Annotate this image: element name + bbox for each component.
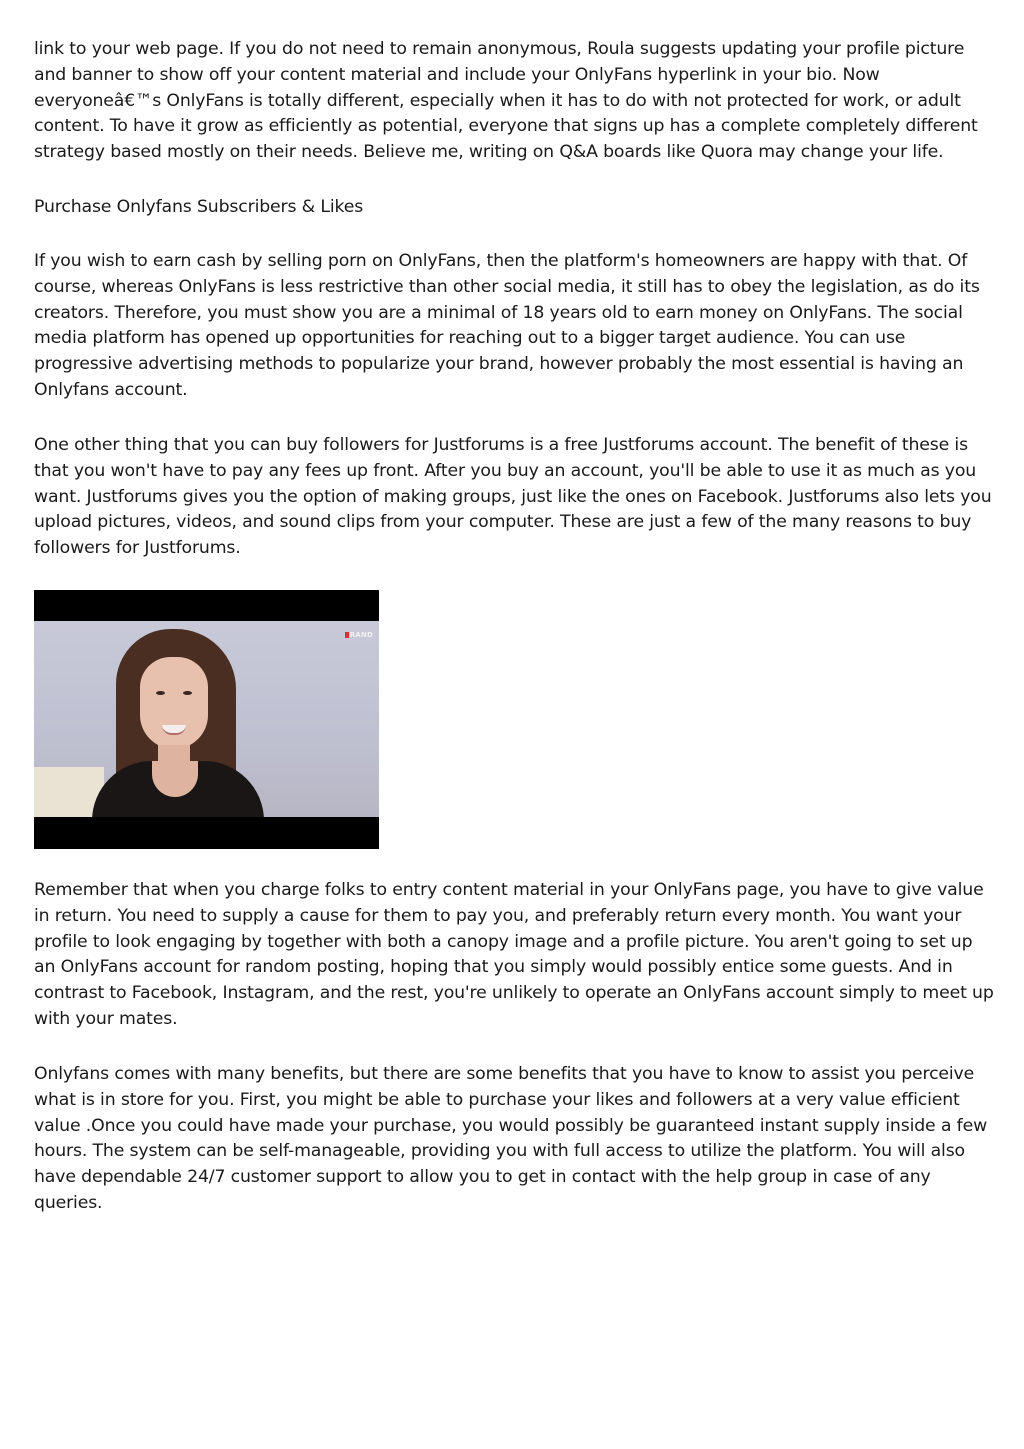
paragraph: One other thing that you can buy followers for Justforums is a free Justforums account. The benefit of these is that you won't have to pay any fees up front. After you buy an account, you'll be able to use it as much as you want. Justforums gives you the option of making groups, just like the ones on Facebook. Justforums also lets you upload pictures, videos, and sound clips from your computer. These are just a few of the many reasons to buy followers for Justforums. xyxy=(34,435,992,559)
paragraph: If you wish to earn cash by selling porn on OnlyFans, then the platform's homeowners are happy with that. Of course, whereas OnlyFans is less restrictive than other social media, it still has to obey the legislation, as do its creators. Therefore, you must show you are a minimal of 18 years old to earn money on OnlyFans. The social media platform has opened up opportunities for reaching out to a bigger target audience. You can use progressive advertising methods to popularize your brand, however probably the most essential is having an Onlyfans account. xyxy=(34,251,980,400)
section-heading: Purchase Onlyfans Subscribers & Likes xyxy=(34,197,364,217)
paragraph: Onlyfans comes with many benefits, but there are some benefits that you have to know to assist you perceive what is in store for you. First, you might be able to purchase your likes and followers at a very value efficient value .Once you could have made your purchase, you would possibly be guaranteed instant supply inside a few hours. The system can be self-manageable, providing you with full access to utilize the platform. You will also have dependable 24/7 customer support to allow you to get in contact with the help group in case of any queries. xyxy=(34,1064,988,1213)
logo-mark-icon xyxy=(345,632,349,638)
paragraph: link to your web page. If you do not need to remain anonymous, Roula suggests updating your profile picture and banner to show off your content material and include your OnlyFans hyperlink in your bio. Now everyoneâ€™s OnlyFans is totally different, especially when it has to do with not protected for work, or adult content. To have it grow as efficiently as potential, everyone that signs up has a complete completely different strategy based mostly on their needs. Believe me, writing on Q&A boards like Quora may change your life. xyxy=(34,39,978,163)
paragraph: Remember that when you charge folks to entry content material in your OnlyFans page, you have to give value in return. You need to supply a cause for them to pay you, and preferably return every month. You want your profile to look engaging by together with both a canopy image and a profile picture. You aren't going to set up an OnlyFans account for random posting, hoping that you simply would possibly entice some guests. And in contrast to Facebook, Instagram, and the rest, you're unlikely to operate an OnlyFans account simply to meet up with your mates. xyxy=(34,880,994,1029)
video-frame xyxy=(34,621,379,817)
channel-logo: RAND xyxy=(345,631,373,639)
video-thumbnail[interactable] xyxy=(34,590,379,849)
